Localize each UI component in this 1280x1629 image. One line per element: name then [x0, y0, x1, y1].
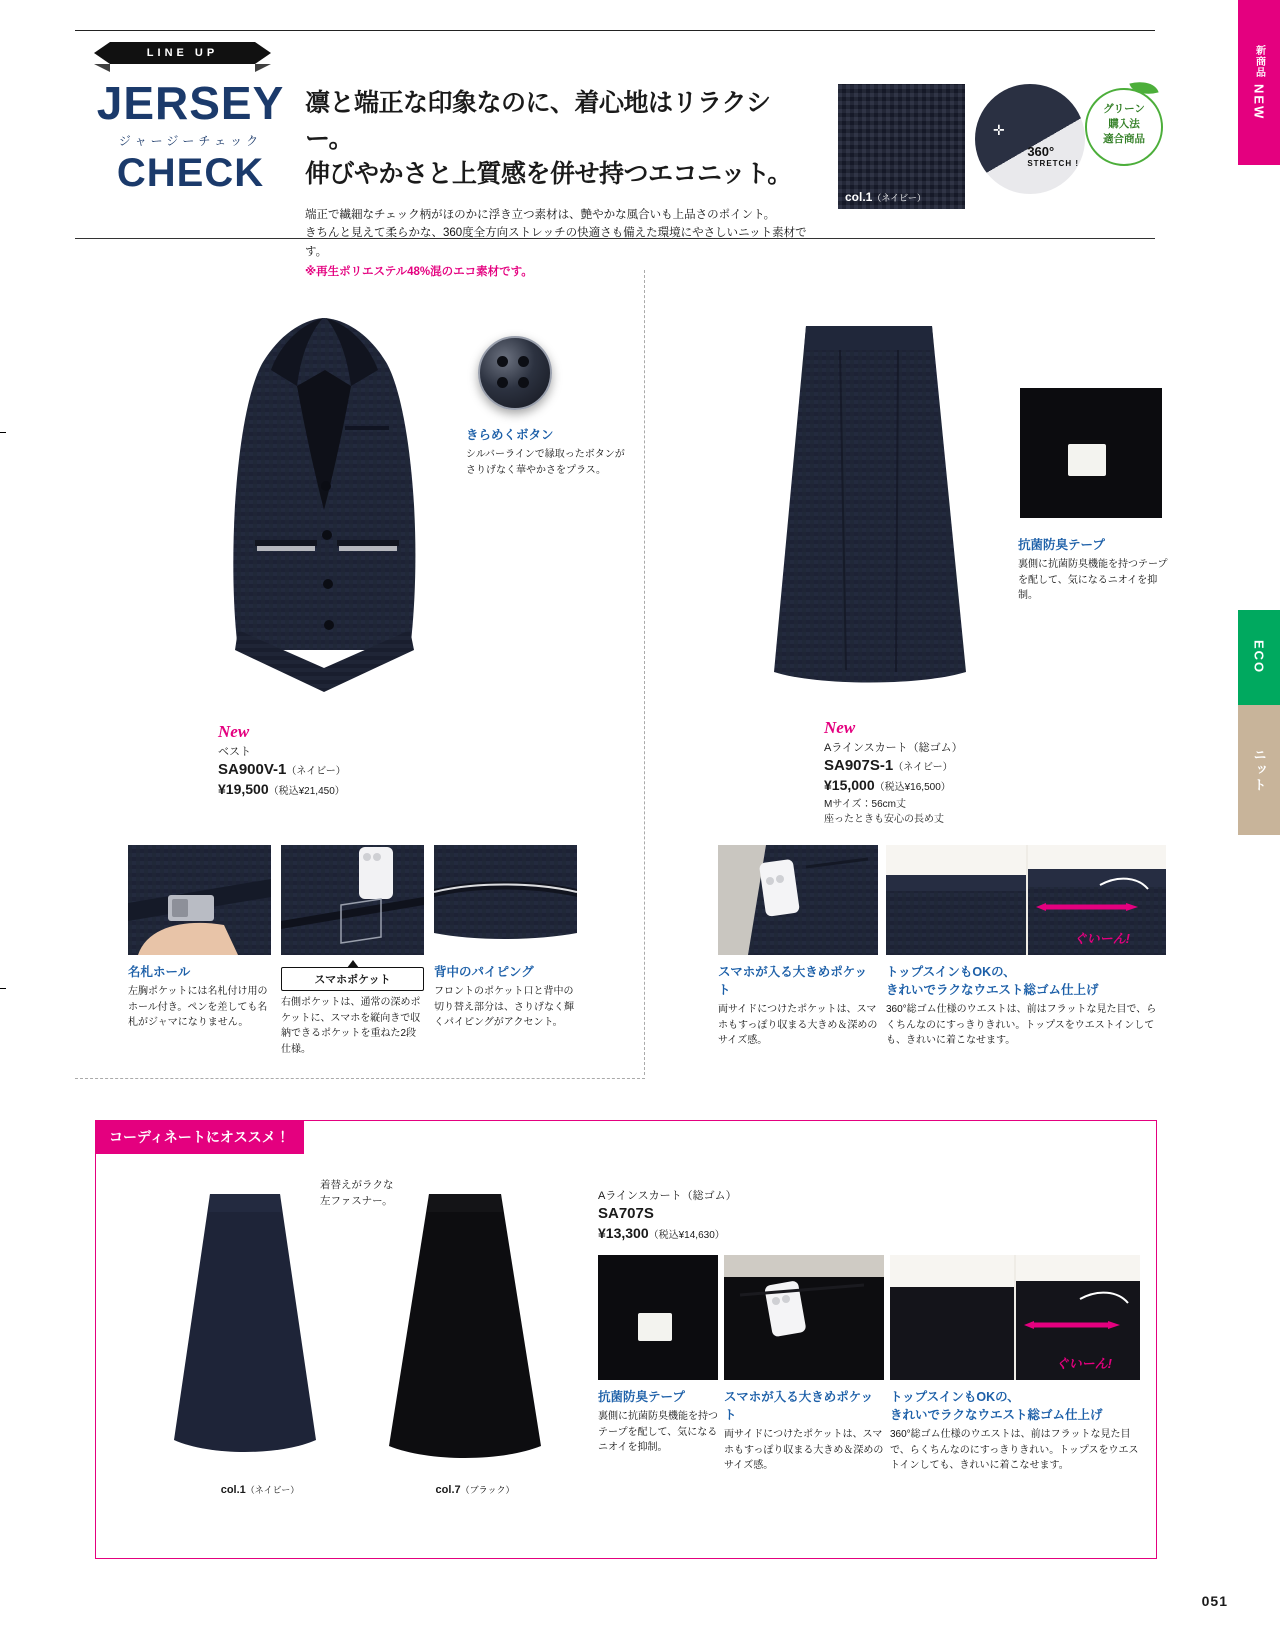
vest-detail-smartphone: [281, 845, 424, 1057]
skirt-price-tax: （税込¥16,500）: [874, 782, 951, 793]
page-number: 051: [1201, 1593, 1228, 1609]
stretch-word: STRETCH !: [1027, 159, 1079, 168]
coordinate-price-tax: （税込¥14,630）: [648, 1230, 725, 1241]
coordinate-color-left-name: （ネイビー）: [245, 1485, 300, 1495]
header-rule-top: [75, 30, 1155, 31]
skirt-tape-photo: [1020, 388, 1162, 518]
coordinate-price-value: ¥13,300: [598, 1225, 649, 1241]
coordinate-detail-waist-text: 360°総ゴム仕様のウエストは、前はフラットな見た目で、らくちんなのにすっきりきれい。トップスをウエストインしても、きれいに着こなせます。: [890, 1429, 1139, 1471]
brand-line1: JERSEY: [96, 77, 285, 129]
coordinate-detail-waist: [890, 1255, 1140, 1474]
column-divider: [644, 270, 645, 1075]
leaf-icon: [1129, 77, 1158, 99]
button-circle-icon: [478, 336, 552, 410]
coordinate-detail-tape-title: 抗菌防臭テープ: [598, 1390, 685, 1404]
coordinate-detail-waist-title-1: トップスインもOKの、: [890, 1390, 1020, 1404]
vest-photo: [205, 300, 445, 700]
vest-detail-smartphone-text: 右側ポケットは、通常の深めポケットに、スマホを縦向きで収納できるポケットを重ねた2段仕様。: [281, 997, 421, 1055]
side-tab-knit[interactable]: [1238, 705, 1280, 835]
vest-type: ベスト: [218, 746, 251, 758]
skirt-tape-title: 抗菌防臭テープ: [1018, 538, 1105, 552]
vest-detail-nafuda-title: 名札ホール: [128, 965, 191, 979]
coordinate-color-left-code: col.1: [220, 1484, 246, 1496]
vest-price-tax: （税込¥21,450）: [268, 786, 345, 797]
vest-button-detail-text-1: シルバーラインで縁取ったボタンが: [466, 449, 625, 460]
coordinate-title: コーディネートにオススメ！: [95, 1120, 304, 1154]
skirt-tape-text: 裏側に抗菌防臭機能を持つテープを配して、気になるニオイを抑制。: [1018, 559, 1168, 601]
skirt-detail-pocket-text: 両サイドにつけたポケットは、スマホもすっぽり収まる大きめ＆深めのサイズ感。: [718, 1004, 878, 1046]
lineup-ribbon: [110, 42, 255, 64]
skirt-note-1: Mサイズ：56cm丈: [824, 799, 906, 810]
skirt-detail-waist: [886, 845, 1166, 1049]
header-rule-bottom: [75, 238, 1155, 239]
fastener-note-line2: 左ファスナー。: [320, 1194, 393, 1207]
side-tab-eco[interactable]: [1238, 610, 1280, 705]
green-badge-line2: 購入法: [1108, 118, 1140, 131]
skirt-stretch-label: ぐいーん!: [1073, 931, 1130, 946]
skirt-code-value: SA907S-1: [824, 757, 894, 774]
brand-line2: ジャージーチェック: [118, 134, 263, 148]
skirt-price-value: ¥15,000: [824, 777, 875, 793]
coordinate-tape-tag-icon: [638, 1313, 672, 1341]
vest-color: （ネイビー）: [286, 766, 346, 777]
eco-note: ※再生ポリエステル48%混のエコ素材です。: [305, 266, 533, 279]
vest-button-detail-text-2: さりげなく華やかさをプラス。: [466, 464, 606, 476]
skirt-tape-detail: [1018, 528, 1168, 604]
stretch-photo: [975, 84, 1085, 194]
skirt-product-info: [824, 718, 1054, 827]
coordinate-detail-pocket: [724, 1255, 884, 1474]
vest-price-value: ¥19,500: [218, 781, 269, 797]
stretch-arrows-icon: ✛: [993, 122, 1003, 138]
coordinate-detail-pocket-text: 両サイドにつけたポケットは、スマホもすっぽり収まる大きめ＆深めのサイズ感。: [724, 1429, 884, 1471]
swatch-color-name: （ネイビー）: [872, 193, 926, 203]
fabric-swatch-label: [845, 190, 926, 204]
coordinate-color-right-code: col.7: [435, 1484, 461, 1496]
vest-detail-piping: [434, 845, 577, 1031]
vest-detail-smartphone-callout: スマホポケット: [281, 967, 424, 991]
skirt-note-2: 座ったときも安心の長め丈: [824, 814, 944, 825]
coordinate-color-right: [415, 1483, 535, 1496]
green-purchase-badge: [1085, 88, 1163, 166]
lineup-ribbon-label: LINE UP: [146, 47, 219, 59]
side-tab-new-label-en: NEW: [1251, 83, 1267, 121]
fastener-note-line1: 着替えがラクな: [320, 1179, 394, 1191]
coordinate-code: SA707S: [598, 1205, 654, 1222]
coordinate-detail-tape-text: 裏側に抗菌防臭機能を持つテープを配して、気になるニオイを抑制。: [598, 1411, 718, 1453]
side-tab-eco-label: ECO: [1251, 640, 1267, 675]
coordinate-stretch-label: ぐいーん!: [1055, 1356, 1112, 1371]
vest-detail-nafuda-text: 左胸ポケットには名札付け用のホール付き。ペンを差しても名札がジャマになりません。: [128, 986, 268, 1028]
skirt-detail-waist-title-1: トップスインもOKの、: [886, 965, 1016, 979]
lead-copy: [305, 86, 815, 279]
coordinate-skirt-navy-photo: [170, 1190, 320, 1470]
stretch-degree: [1027, 144, 1079, 168]
skirt-new-label: New: [824, 718, 856, 737]
skirt-type: Aラインスカート（総ゴム）: [824, 742, 963, 754]
skirt-detail-waist-title-2: きれいでラクなウエスト総ゴム仕上げ: [886, 983, 1099, 997]
green-badge-line1: グリーン: [1103, 103, 1145, 115]
green-badge-line3: 適合商品: [1103, 133, 1145, 146]
lead-desc-line1: 端正で繊細なチェック柄がほのかに浮き立つ素材は、艶やかな風合いも上品さのポイント。: [305, 208, 776, 221]
coordinate-detail-pocket-title: スマホが入る大きめポケット: [724, 1390, 874, 1422]
lead-line1: 凛と端正な印象なのに、着心地はリラクシー。: [305, 89, 771, 153]
side-tab-strip: [1238, 0, 1280, 1629]
side-tab-new[interactable]: [1238, 0, 1280, 165]
vest-button-detail: [466, 418, 641, 478]
coordinate-detail-tape: [598, 1255, 718, 1456]
skirt-detail-pocket: [718, 845, 878, 1049]
tape-tag-icon: [1068, 444, 1106, 476]
coordinate-type: Aラインスカート（総ゴム）: [598, 1190, 737, 1202]
shiny-button-photo: [470, 332, 570, 414]
skirt-detail-pocket-title: スマホが入る大きめポケット: [718, 965, 868, 997]
brand-line3: CHECK: [116, 151, 265, 195]
vest-code: [218, 761, 438, 778]
vest-button-detail-title: きらめくボタン: [466, 428, 554, 442]
left-section-divider: [75, 1078, 645, 1079]
skirt-photo: [770, 320, 970, 695]
skirt-color: （ネイビー）: [893, 762, 953, 773]
brand-title: [88, 77, 293, 195]
side-tab-new-label-jp: 新商品: [1253, 44, 1265, 78]
stretch-degree-value: 360°: [1027, 144, 1055, 159]
coordinate-color-right-name: （ブラック）: [460, 1485, 515, 1495]
vest-code-value: SA900V-1: [218, 761, 287, 778]
skirt-detail-waist-text: 360°総ゴム仕様のウエストは、前はフラットな見た目で、らくちんなのにすっきりきれい。トップスをウエストインしても、きれいに着こなせます。: [886, 1004, 1157, 1046]
swatch-color-code: col.1: [845, 190, 873, 204]
vest-detail-nafuda: [128, 845, 271, 1031]
skirt-price: [824, 777, 1054, 793]
vest-detail-piping-title: 背中のパイピング: [434, 965, 534, 979]
vest-new-label: New: [218, 722, 250, 741]
coordinate-skirt-black-photo: [385, 1190, 545, 1475]
side-tab-knit-label: ニット: [1251, 747, 1267, 793]
vest-product-info: [218, 722, 438, 797]
vest-detail-piping-text: フロントのポケット口と背中の切り替え部分は、さりげなく輝くパイピングがアクセント。: [434, 986, 574, 1028]
coordinate-price: [598, 1225, 818, 1241]
vest-price: [218, 781, 438, 797]
coordinate-color-left: [200, 1483, 320, 1496]
coordinate-detail-waist-title-2: きれいでラクなウエスト総ゴム仕上げ: [890, 1408, 1103, 1422]
lead-line2: 伸びやかさと上質感を併せ持つエコニット。: [305, 160, 792, 188]
skirt-code: [824, 757, 1054, 774]
coordinate-product-info: [598, 1186, 818, 1241]
lead-desc-line2: きちんと見えて柔らかな、360度全方向ストレッチの快適さも備えた環境にやさしいニット素材です。: [305, 227, 807, 258]
